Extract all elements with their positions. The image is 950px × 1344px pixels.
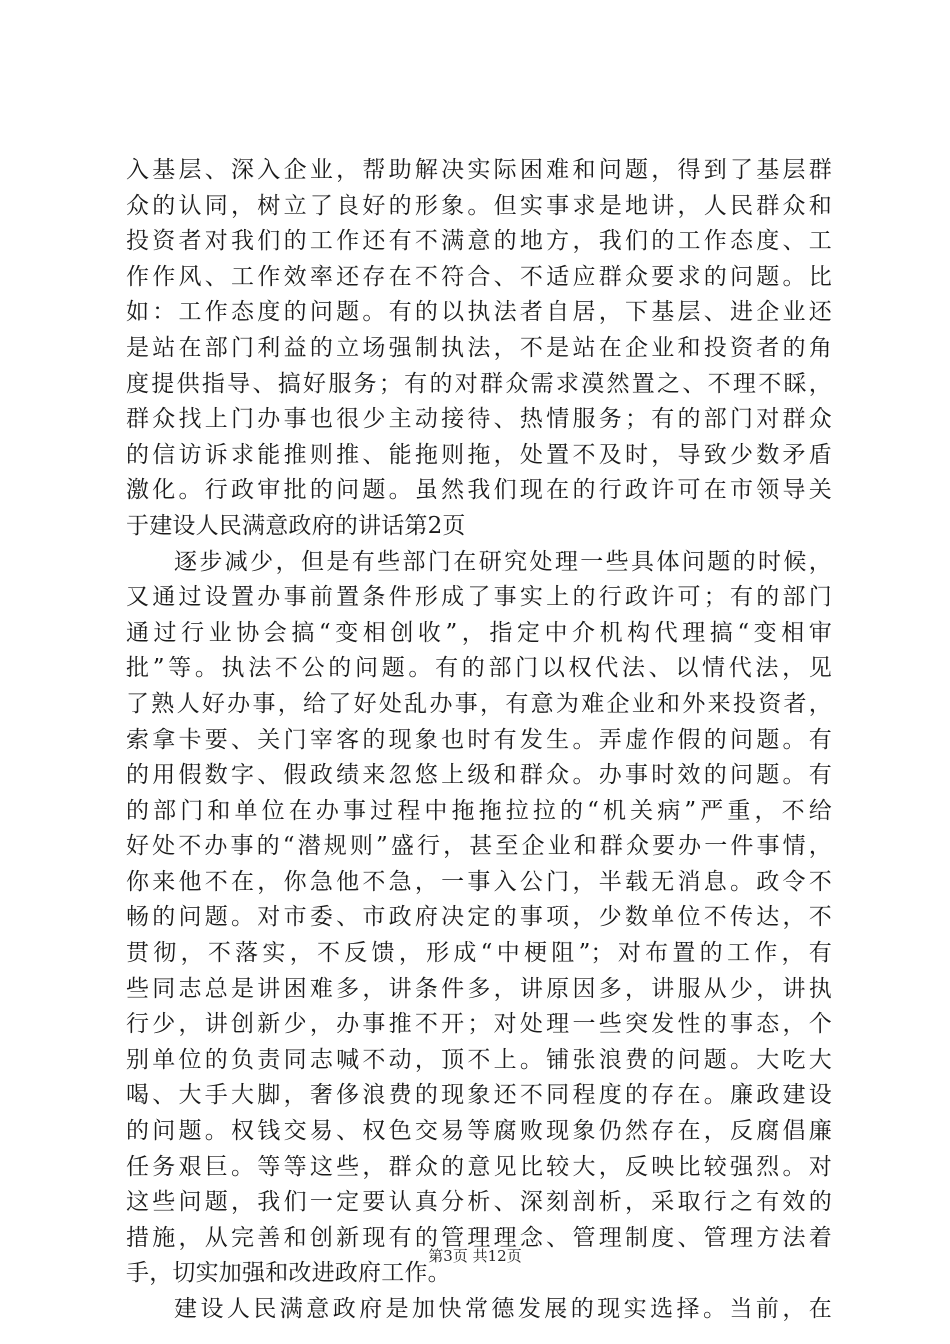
body-text xyxy=(126,153,832,1328)
text-line: 建设人民满意政府是加快常德发展的现实选择。当前，在 xyxy=(174,1296,832,1322)
text-line: 这些问题，我们一定要认真分析、深刻剖析，采取行之有效的 xyxy=(126,1189,832,1216)
text-line: 逐步减少，但是有些部门在研究处理一些具体问题的时候， xyxy=(174,548,832,575)
text-line: 投资者对我们的工作还有不满意的地方，我们的工作态度、工 xyxy=(126,228,832,255)
text-line: 手，切实加强和改进政府工作。 xyxy=(126,1260,451,1287)
text-line: 作作风、工作效率还存在不符合、不适应群众要求的问题。比 xyxy=(126,263,832,290)
page-footer xyxy=(0,1246,950,1266)
text-line: 的信访诉求能推则推、能拖则拖，处置不及时，导致少数矛盾 xyxy=(126,441,832,468)
text-line: 畅的问题。对市委、市政府决定的事项，少数单位不传达，不 xyxy=(126,904,832,931)
text-line: 了熟人好办事，给了好处乱办事，有意为难企业和外来投资者， xyxy=(126,690,832,717)
text-line: 的用假数字、假政绩来忽悠上级和群众。办事时效的问题。有 xyxy=(126,762,832,789)
text-line: 又通过设置办事前置条件形成了事实上的行政许可；有的部门 xyxy=(126,584,832,611)
text-line: 别单位的负责同志喊不动，顶不上。铺张浪费的问题。大吃大 xyxy=(126,1046,832,1073)
text-line: 的问题。权钱交易、权色交易等腐败现象仍然存在，反腐倡廉 xyxy=(126,1118,832,1145)
text-line: 任务艰巨。等等这些，群众的意见比较大，反映比较强烈。对 xyxy=(126,1153,832,1180)
text-line: 行少，讲创新少，办事推不开；对处理一些突发性的事态，个 xyxy=(126,1011,832,1038)
text-line: 好处不办事的“潜规则”盛行，甚至企业和群众要办一件事情， xyxy=(126,833,832,860)
text-line: 通过行业协会搞“变相创收”，指定中介机构代理搞“变相审 xyxy=(126,619,832,646)
text-line: 入基层、深入企业，帮助解决实际困难和问题，得到了基层群 xyxy=(126,157,832,183)
text-line: 批”等。执法不公的问题。有的部门以权代法、以情代法，见 xyxy=(126,655,832,682)
text-line: 是站在部门利益的立场强制执法，不是站在企业和投资者的角 xyxy=(126,334,832,361)
text-line: 激化。行政审批的问题。虽然我们现在的行政许可在市领导关 xyxy=(126,477,832,504)
text-line: 贯彻，不落实，不反馈，形成“中梗阻”；对布置的工作，有 xyxy=(126,940,832,967)
text-line: 群众找上门办事也很少主动接待、热情服务；有的部门对群众 xyxy=(126,406,832,433)
text-line: 你来他不在，你急他不急，一事入公门，半载无消息。政令不 xyxy=(126,868,832,895)
text-line: 如：工作态度的问题。有的以执法者自居，下基层、进企业还 xyxy=(126,299,832,326)
text-line: 措施，从完善和创新现有的管理理念、管理制度、管理方法着 xyxy=(126,1224,832,1251)
text-line: 的部门和单位在办事过程中拖拖拉拉的“机关病”严重，不给 xyxy=(126,797,832,824)
page-number-label: 第3页 共12页 xyxy=(428,1247,522,1265)
text-line: 些同志总是讲困难多，讲条件多，讲原因多，讲服从少，讲执 xyxy=(126,975,832,1002)
text-line: 于建设人民满意政府的讲话第2页 xyxy=(126,512,466,539)
text-line: 喝、大手大脚，奢侈浪费的现象还不同程度的存在。廉政建设 xyxy=(126,1082,832,1109)
text-line: 索拿卡要、关门宰客的现象也时有发生。弄虚作假的问题。有 xyxy=(126,726,832,753)
text-line: 众的认同，树立了良好的形象。但实事求是地讲，人民群众和 xyxy=(126,192,832,219)
text-line: 度提供指导、搞好服务；有的对群众需求漠然置之、不理不睬， xyxy=(126,370,832,397)
